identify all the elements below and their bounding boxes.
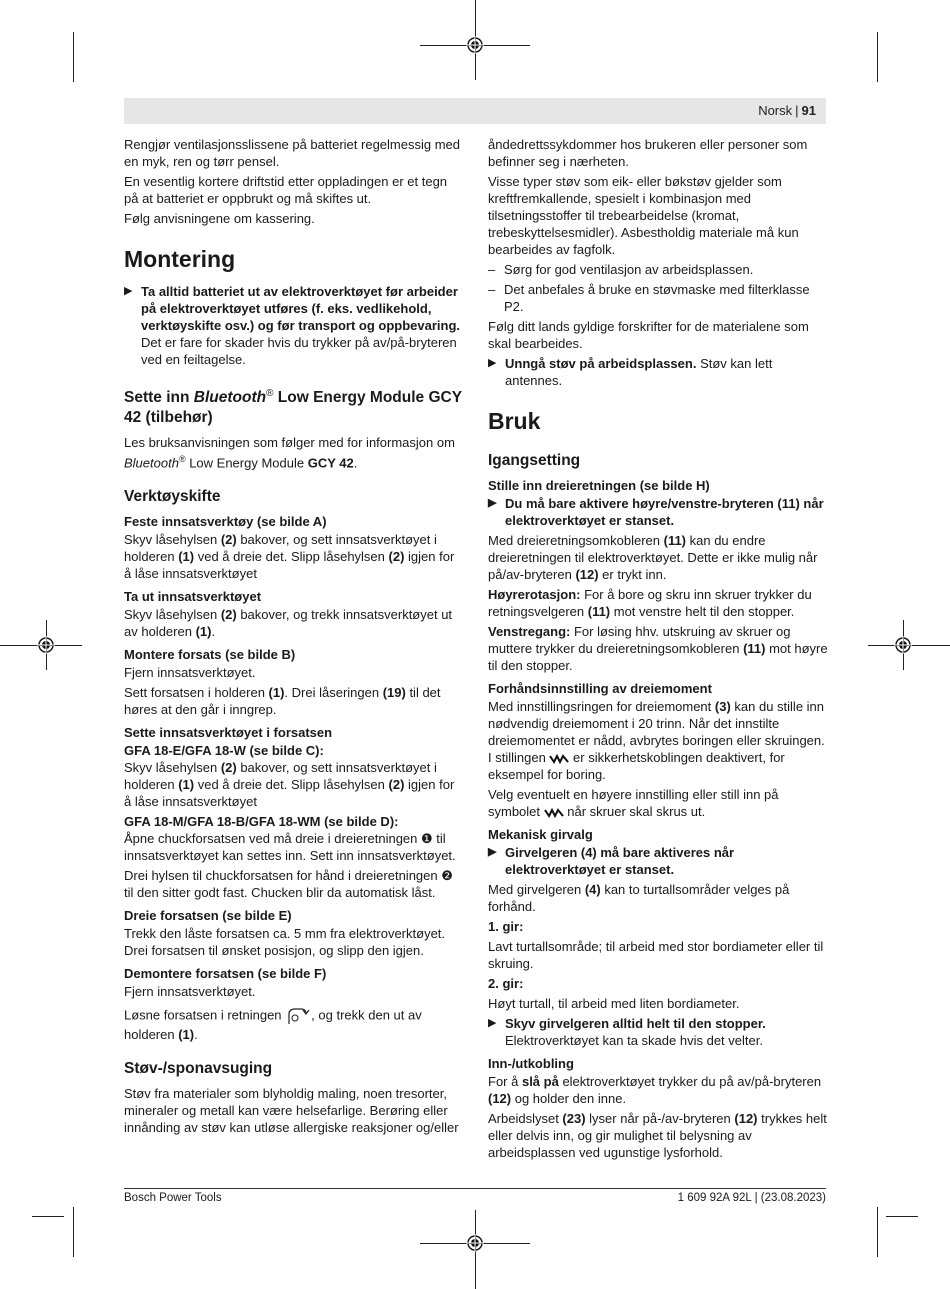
step-title: Demontere forsatsen (se bilde F) [124, 966, 327, 982]
step-title: Mekanisk girvalg [488, 827, 593, 842]
header-separator: | [795, 103, 799, 118]
warning-item: ▶ Du må bare aktivere høyre/venstre-bryteren (11) når elektroverktøyet er stanset. [488, 496, 824, 528]
footer-brand: Bosch Power Tools [124, 1192, 222, 1204]
step-title: Sette innsatsverktøyet i forsatsen [124, 725, 333, 741]
registration-mark-icon [894, 636, 912, 654]
paragraph: Velg eventuelt en høyere innstilling eller still inn på symbolet når skruer skal skrus ut. [488, 787, 779, 819]
warning-item: ▶ Unngå støv på arbeidsplassen. Støv kan lett antennes. [488, 356, 773, 388]
warning-item: ▶ Girvelgeren (4) må bare aktiveres når elektroverktøyet er stanset. [488, 845, 735, 877]
step-title: Stille inn dreieretningen (se bilde H) [488, 478, 710, 493]
paragraph: Fjern innsatsverktøyet. [124, 984, 256, 1000]
paragraph: Drei hylsen til chuckforsatsen for hånd i dreieretningen ❷ til den sitter godt fast. Chucken blir da automatisk låst. [124, 868, 453, 901]
step-title: Feste innsatsverktøy (se bilde A) [124, 514, 327, 530]
paragraph: Arbeidslyset (23) lyser når på-/av-bryteren (12) trykkes helt eller delvis inn, og gir mulighet til belysning av arbeidsplassen ved ugunstige lysforhold. [488, 1111, 827, 1160]
paragraph: Visse typer støv som eik- eller bøkstøv gjelder som kreftfremkallende, spesielt i kombinasjon med tilsetningsstoffer til trebearbeidelse (kromat, trebeskyttelsesmidler). Asbestholdig materiale må kun bearbeides av fagfolk. [488, 174, 799, 257]
paragraph: Åpne chuckforsatsen ved må dreie i dreieretningen ❶ til innsatsverktøyet kan settes inn. Sett inn innsatsverktøyet. [124, 831, 456, 864]
paragraph: Med dreieretningsomkobleren (11) kan du endre dreieretningen til elektroverktøyet. Dette er ikke mulig når på/av-bryteren (12) er trykt inn. [488, 533, 818, 582]
footer-doc-number: 1 609 92A 92L | (23.08.2023) [677, 1192, 826, 1204]
crop-mark [73, 32, 74, 82]
subsection-title-verktoyskifte: Verktøyskifte [124, 488, 221, 506]
warning-bold: Ta alltid batteriet ut av elektroverktøyet før arbeider på elektroverktøyet utføres (f. eks. vedlikehold, verktøyskifte osv.) og før transport og oppbevaring. [141, 284, 461, 333]
paragraph: Sett forsatsen i holderen (1). Drei låseringen (19) til det høres at den går i inngrep. [124, 685, 441, 718]
section-title-montering: Montering [124, 246, 236, 272]
paragraph: åndedrettssykdommer hos brukeren eller personer som befinner seg i nærheten. [488, 137, 808, 169]
paragraph: Skyv låsehylsen (2) bakover, og sett innsatsverktøyet i holderen (1) ved å dreie det. Slipp låsehylsen (2) igjen for å låse innsatsverktøyet [124, 760, 455, 810]
right-column [488, 136, 828, 1164]
drill-symbol-icon [544, 808, 564, 818]
paragraph: Løsne forsatsen i retningen , og trekk den ut av holderen (1). [124, 1007, 422, 1043]
drill-symbol-icon [549, 754, 569, 764]
step-2-icon: ❷ [441, 868, 453, 884]
crop-mark [877, 32, 878, 82]
paragraph: Med girvelgeren (4) kan to turtallsområder velges på forhånd. [488, 882, 790, 914]
paragraph: Skyv låsehylsen (2) bakover, og trekk innsatsverktøyet ut av holderen (1). [124, 607, 453, 640]
header-section: Norsk [758, 103, 793, 118]
paragraph: Skyv låsehylsen (2) bakover, og sett innsatsverktøyet i holderen (1) ved å dreie det. Slipp låsehylsen (2) igjen for å låse innsatsverktøyet [124, 532, 455, 582]
crop-mark [877, 1207, 878, 1257]
triangle-bullet-icon: ▶ [488, 1017, 497, 1029]
left-column [124, 136, 464, 1139]
dash-item: – Det anbefales å bruke en støvmaske med filterklasse P2. [488, 282, 810, 314]
warning-item [124, 283, 464, 368]
step-title: Ta ut innsatsverktøyet [124, 589, 262, 605]
step-1-icon: ❶ [421, 831, 433, 847]
warning-item: ▶ Skyv girvelgeren alltid helt til den stopper. Elektroverktøyet kan ta skade hvis det velter. [488, 1016, 766, 1048]
paragraph: Følg anvisningene om kassering. [124, 211, 315, 226]
paragraph: Venstregang: For løsing hhv. utskruing av skruer og muttere trykker du dreieretningsomkobleren (11) mot høyre til den stopper. [488, 624, 828, 673]
subsection-title-stov: Støv-/sponavsuging [124, 1060, 273, 1078]
subsection-title-igangsetting: Igangsetting [488, 452, 581, 469]
triangle-bullet-icon: ▶ [488, 357, 497, 369]
paragraph: For å slå på elektroverktøyet trykker du på av/på-bryteren (12) og holder den inne. [488, 1074, 822, 1106]
paragraph: Fjern innsatsverktøyet. [124, 665, 256, 681]
footer-divider [124, 1188, 826, 1189]
crop-mark [32, 1216, 64, 1217]
paragraph: Følg ditt lands gyldige forskrifter for de materialene som skal bearbeides. [488, 319, 809, 351]
triangle-bullet-icon: ▶ [488, 497, 497, 509]
rotate-release-icon [285, 1006, 311, 1026]
registration-mark-icon [466, 36, 484, 54]
model-title: GFA 18-M/GFA 18-B/GFA 18-WM (se bilde D): [124, 814, 399, 830]
paragraph: En vesentlig kortere driftstid etter oppladingen er et tegn på at batteriet er oppbrukt og må skiftes ut. [124, 174, 448, 206]
paragraph: Støv fra materialer som blyholdig maling, noen tresorter, mineraler og metall kan være helsefarlige. Berøring eller innånding av støv kan utløse allergiske reaksjoner og/eller [124, 1086, 459, 1136]
gear-title: 1. gir: [488, 919, 524, 934]
warning-text: Det er fare for skader hvis du trykker på av/på-bryteren ved en feiltagelse. [141, 335, 457, 367]
section-title-bruk: Bruk [488, 408, 541, 434]
triangle-bullet-icon: ▶ [488, 846, 497, 858]
subsection-title-bluetooth: Sette inn Bluetooth® Low Energy Module GCY 42 (tilbehør) [124, 388, 462, 427]
paragraph: Rengjør ventilasjonsslissene på batteriet regelmessig med en myk, ren og tørr pensel. [124, 137, 460, 169]
registration-mark-icon [37, 636, 55, 654]
page-header [124, 98, 826, 124]
step-title: Inn-/utkobling [488, 1056, 574, 1071]
page-number: 91 [801, 103, 816, 118]
step-title: Forhåndsinnstilling av dreiemoment [488, 681, 712, 696]
model-title: GFA 18-E/GFA 18-W (se bilde C): [124, 743, 324, 759]
step-title: Dreie forsatsen (se bilde E) [124, 908, 292, 924]
paragraph: Høyrerotasjon: For å bore og skru inn skruer trykker du retningsvelgeren (11) mot venstre helt til den stopper. [488, 587, 812, 619]
paragraph: Høyt turtall, til arbeid med liten bordiameter. [488, 996, 740, 1011]
registration-mark-icon [466, 1234, 484, 1252]
header-text [758, 103, 816, 118]
paragraph: Lavt turtallsområde; til arbeid med stor bordiameter eller til skruing. [488, 939, 824, 971]
paragraph: Trekk den låste forsatsen ca. 5 mm fra elektroverktøyet. Drei forsatsen til ønsket posisjon, og slipp den igjen. [124, 926, 446, 959]
crop-mark [886, 1216, 918, 1217]
crop-mark [73, 1207, 74, 1257]
paragraph: Med innstillingsringen for dreiemoment (3) kan du stille inn nødvendig dreiemoment i 20 trinn. Når det innstilte dreiemomentet er nådd, avbrytes boringen eller skruingen. I stillingen er sikkerhetskoblingen deaktivert, for eksempel for boring. [488, 699, 825, 782]
step-title: Montere forsats (se bilde B) [124, 647, 296, 663]
paragraph: Les bruksanvisningen som følger med for informasjon om Bluetooth® Low Energy Module GCY 42. [124, 435, 455, 471]
triangle-bullet-icon: ▶ [124, 285, 133, 297]
dash-item: – Sørg for god ventilasjon av arbeidsplassen. [488, 262, 754, 277]
gear-title: 2. gir: [488, 976, 524, 991]
